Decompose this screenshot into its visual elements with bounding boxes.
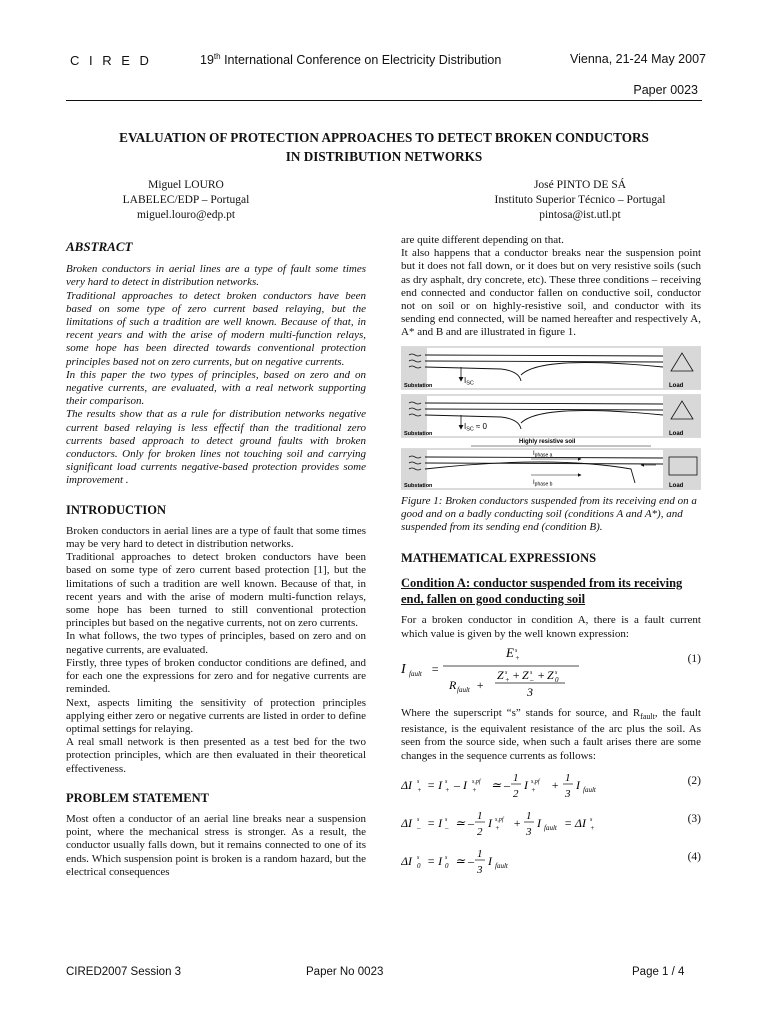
- svg-text:I: I: [401, 661, 406, 677]
- load-label: Load: [669, 482, 684, 489]
- conference-name: International Conference on Electricity Distribution: [224, 53, 502, 68]
- svg-text:–: –: [445, 823, 449, 832]
- abstract-paragraph: Traditional approaches to detect broken conductors have been based on some type of zero current based relaying, but the limitations of such a tradition are well known. Because of that, in recent years and with the arise of modern multi-function relays, some hope has been directed towards conventional protection principles based not on zero currents, but on negative currents.: [66, 289, 366, 368]
- math-paragraph-start: Where the superscript “s” stands for source, and R: [401, 706, 641, 719]
- equation-number: (1): [687, 652, 701, 665]
- title-line-2: IN DISTRIBUTION NETWORKS: [285, 149, 483, 164]
- svg-text:s: s: [445, 816, 448, 823]
- equation-1: [401, 645, 701, 703]
- author-affiliation: Instituto Superior Técnico – Portugal: [494, 194, 666, 206]
- svg-text:ΔI: ΔI: [401, 853, 413, 868]
- intro-paragraph: A real small network is then presented as a test bed for the two protection principles, which are then evaluated in their theoretical effectiveness.: [66, 736, 366, 775]
- equation-number: (2): [687, 774, 701, 787]
- svg-text:ΔI: ΔI: [401, 815, 413, 830]
- header-date: Vienna, 21-24 May 2007: [570, 52, 706, 66]
- svg-text:≃ –: ≃ –: [491, 777, 511, 792]
- svg-text:+: +: [495, 823, 500, 832]
- header-paper-id: Paper 0023: [633, 83, 698, 97]
- right-column: [401, 234, 701, 883]
- svg-text:Z: Z: [497, 667, 504, 682]
- svg-text:s,pf: s,pf: [495, 816, 504, 823]
- svg-text:≃ –: ≃ –: [455, 815, 475, 830]
- math-paragraph: For a broken conductor in condition A, there is a fault current which value is given by the well known expression:: [401, 614, 701, 640]
- condition-b-panel: [401, 449, 701, 489]
- author-block-1: [66, 178, 306, 223]
- problem-statement-heading: PROBLEM STATEMENT: [66, 790, 209, 805]
- svg-text:= I: = I: [427, 815, 443, 830]
- body-paragraph: are quite different depending on that.: [401, 234, 564, 246]
- svg-text:s: s: [417, 816, 420, 823]
- svg-text:s: s: [590, 816, 593, 823]
- equation-4: [401, 845, 701, 879]
- svg-text:1: 1: [477, 847, 483, 860]
- svg-text:+: +: [531, 785, 536, 794]
- load-label: Load: [669, 382, 684, 389]
- svg-text:= I: = I: [427, 853, 443, 868]
- body-paragraph: It also happens that a conductor breaks near the suspension point but it does not fall down, or it does but on very resistive soils (such as dry asphalt, dry concrete, etc). These three conditions – receiving end connected and conductor fallen on conductive soil, conductor not on soil or on highly-resistive soil, and conductor with its sending end connected, will be named hereafter and respectively A, A* and B and are illustrated in figure 1.: [401, 247, 701, 339]
- svg-text:+: +: [590, 823, 595, 832]
- svg-text:–: –: [530, 675, 534, 684]
- svg-text:Z: Z: [547, 667, 554, 682]
- svg-text:s: s: [530, 669, 533, 676]
- svg-text:=: =: [431, 661, 440, 676]
- author-name: Miguel LOURO: [148, 179, 224, 191]
- svg-text:3: 3: [526, 825, 532, 838]
- author-email[interactable]: pintosa@ist.utl.pt: [539, 209, 621, 221]
- svg-text:3: 3: [527, 684, 533, 699]
- equation-2: [401, 769, 701, 803]
- svg-text:3: 3: [565, 787, 571, 800]
- title-line-1: EVALUATION OF PROTECTION APPROACHES TO DETECT BROKEN CONDUCTORS: [119, 130, 649, 145]
- isc-label: ISC: [464, 375, 474, 387]
- subscript-fault: fault: [640, 712, 655, 722]
- abstract-heading: ABSTRACT: [66, 239, 133, 254]
- conference-ordinal: th: [213, 52, 221, 61]
- svg-text:fault: fault: [544, 823, 557, 832]
- svg-text:R: R: [449, 677, 457, 692]
- svg-text:I: I: [488, 815, 492, 830]
- svg-text:s: s: [417, 778, 420, 785]
- abstract-paragraph: In this paper the two types of principles, based on zero and on negative currents, are evaluated, with a real network supporting their comparison.: [66, 368, 366, 408]
- svg-text:I: I: [488, 853, 492, 868]
- author-email[interactable]: miguel.louro@edp.pt: [136, 209, 236, 221]
- phase-a-current-label: $I_{phase a}$: [533, 450, 553, 459]
- svg-text:s,pf: s,pf: [531, 778, 540, 785]
- svg-text:≃ –: ≃ –: [455, 853, 475, 868]
- svg-text:I: I: [537, 815, 541, 830]
- isc-zero-label: ISC ≈ 0: [464, 421, 487, 433]
- svg-text:2: 2: [513, 787, 519, 800]
- header-org: C I R E D: [70, 53, 152, 68]
- svg-text:+: +: [537, 667, 546, 682]
- intro-paragraph: In what follows, the two types of principles, based on zero and on negative currents, are evaluated.: [66, 630, 366, 656]
- footer-session: CIRED2007 Session 3: [66, 966, 182, 978]
- condition-a-panel: [401, 347, 701, 389]
- svg-text:s: s: [505, 669, 508, 676]
- svg-text:fault: fault: [495, 861, 508, 870]
- conference-number: 19: [200, 53, 214, 68]
- condition-a-heading: Condition A: conductor suspended from its receiving end, fallen on good conducting soil: [401, 576, 683, 607]
- figure-1-diagram: [401, 345, 701, 491]
- svg-text:+: +: [512, 667, 521, 682]
- substation-label: Substation: [404, 430, 433, 437]
- svg-text:–: –: [417, 823, 421, 832]
- svg-text:0: 0: [555, 675, 559, 684]
- abstract-paragraph: The results show that as a rule for distribution networks negative current based relaying is less effectif than the traditional zero currents based approach to detect ground faults with broken conductors. Only for broken lines not touching soil and carrying significant load currents negative-based protection provides some improvement .: [66, 408, 366, 487]
- svg-text:s,pf: s,pf: [472, 778, 481, 785]
- intro-paragraph: Firstly, three types of broken conductor conditions are defined, and for each one the expressions for zero and for negative currents are reminded.: [66, 656, 366, 696]
- svg-text:ΔI: ΔI: [401, 777, 413, 792]
- soil-label: Highly resistive soil: [519, 438, 576, 445]
- svg-text:1: 1: [565, 771, 571, 784]
- svg-text:s: s: [445, 778, 448, 785]
- author-block-2: [455, 178, 705, 223]
- equation-2-formula: [401, 769, 671, 803]
- left-column: [66, 240, 366, 879]
- svg-text:fault: fault: [457, 685, 470, 694]
- author-affiliation: LABELEC/EDP – Portugal: [122, 194, 250, 206]
- svg-text:= ΔI: = ΔI: [564, 815, 586, 830]
- svg-text:+: +: [513, 815, 522, 830]
- abstract-body: [66, 263, 366, 487]
- svg-text:I: I: [576, 777, 580, 792]
- paper-title: [60, 128, 708, 166]
- svg-text:1: 1: [526, 809, 532, 822]
- load-label: Load: [669, 430, 684, 437]
- svg-text:fault: fault: [409, 669, 422, 678]
- substation-label: Substation: [404, 482, 433, 489]
- svg-text:E: E: [506, 644, 514, 660]
- equation-number: (3): [687, 812, 701, 825]
- problem-paragraph: Most often a conductor of an aerial line breaks near a suspension point, where the mechanical stress is stronger. As a result, the conductor usually falls down, but it remains connected to one of its ends. Which suspension point is broken is a random hazard, but the electrical consequences: [66, 812, 366, 878]
- equation-3-formula: [401, 807, 671, 841]
- svg-text:s: s: [515, 647, 518, 654]
- intro-paragraph: Broken conductors in aerial lines are a type of fault that some times may be very hard to detect in distribution networks.: [66, 524, 366, 551]
- svg-text:= I: = I: [427, 777, 443, 792]
- substation-label: Substation: [404, 382, 433, 389]
- svg-text:fault: fault: [583, 785, 596, 794]
- abstract-paragraph: Broken conductors in aerial lines are a type of fault some times very hard to detect in distribution networks.: [66, 263, 366, 289]
- introduction-heading: INTRODUCTION: [66, 502, 167, 517]
- svg-text:+: +: [476, 677, 485, 692]
- svg-text:1: 1: [513, 771, 519, 784]
- svg-text:+: +: [551, 777, 560, 792]
- equation-1-formula: [401, 645, 661, 703]
- svg-text:s: s: [445, 854, 448, 861]
- svg-text:+: +: [472, 785, 477, 794]
- intro-paragraph: Traditional approaches to detect broken conductors have been based on some type of zero current based protection [1], but the limitations of such a tradition are well known. Because of that, in recent years and with the arise of modern multi-function relays, some hope has been turned to still conventional protection principles but based on the negative currents, not on zero currents.: [66, 551, 366, 630]
- figure-1-caption: Figure 1: Broken conductors suspended from its receiving end on a good and on a badly conducting soil (conditions A and A*), and suspended from its sending end (condition B).: [401, 494, 697, 534]
- svg-text:2: 2: [477, 825, 483, 838]
- equation-3: [401, 807, 701, 841]
- svg-text:0: 0: [417, 861, 421, 870]
- phase-b-current-label: $I_{phase b}$: [533, 479, 553, 488]
- svg-text:+: +: [445, 785, 450, 794]
- svg-text:+: +: [505, 675, 510, 684]
- intro-paragraph: Next, aspects limiting the sensitivity of protection principles applying either zero or negative currents are listed in order to define optimal settings for relaying.: [66, 696, 366, 735]
- math-paragraph-tail: , the fault resistance, is the equivalent resistance of the arc plus the soil. As seen from the source side, when such a fault arises there are some changes in the sequence currents as follows:: [401, 706, 701, 762]
- math-expressions-heading: MATHEMATICAL EXPRESSIONS: [401, 551, 597, 566]
- svg-text:Z: Z: [522, 667, 529, 682]
- svg-text:s: s: [417, 854, 420, 861]
- equation-4-formula: [401, 845, 671, 879]
- header-divider: [66, 100, 702, 101]
- svg-text:+: +: [417, 785, 422, 794]
- svg-text:I: I: [524, 777, 528, 792]
- svg-text:0: 0: [445, 861, 449, 870]
- svg-text:1: 1: [477, 809, 483, 822]
- author-name: José PINTO DE SÁ: [533, 179, 627, 191]
- svg-text:3: 3: [477, 863, 483, 876]
- svg-text:s: s: [555, 669, 558, 676]
- equation-number: (4): [687, 850, 701, 863]
- header-conference: [200, 52, 501, 67]
- footer-page-number: Page 1 / 4: [632, 966, 685, 978]
- svg-text:+: +: [515, 653, 520, 662]
- condition-a-star-panel: [401, 395, 701, 446]
- svg-text:– I: – I: [454, 777, 467, 792]
- footer-paper-number: Paper No 0023: [306, 966, 384, 978]
- math-paragraph: [401, 707, 701, 763]
